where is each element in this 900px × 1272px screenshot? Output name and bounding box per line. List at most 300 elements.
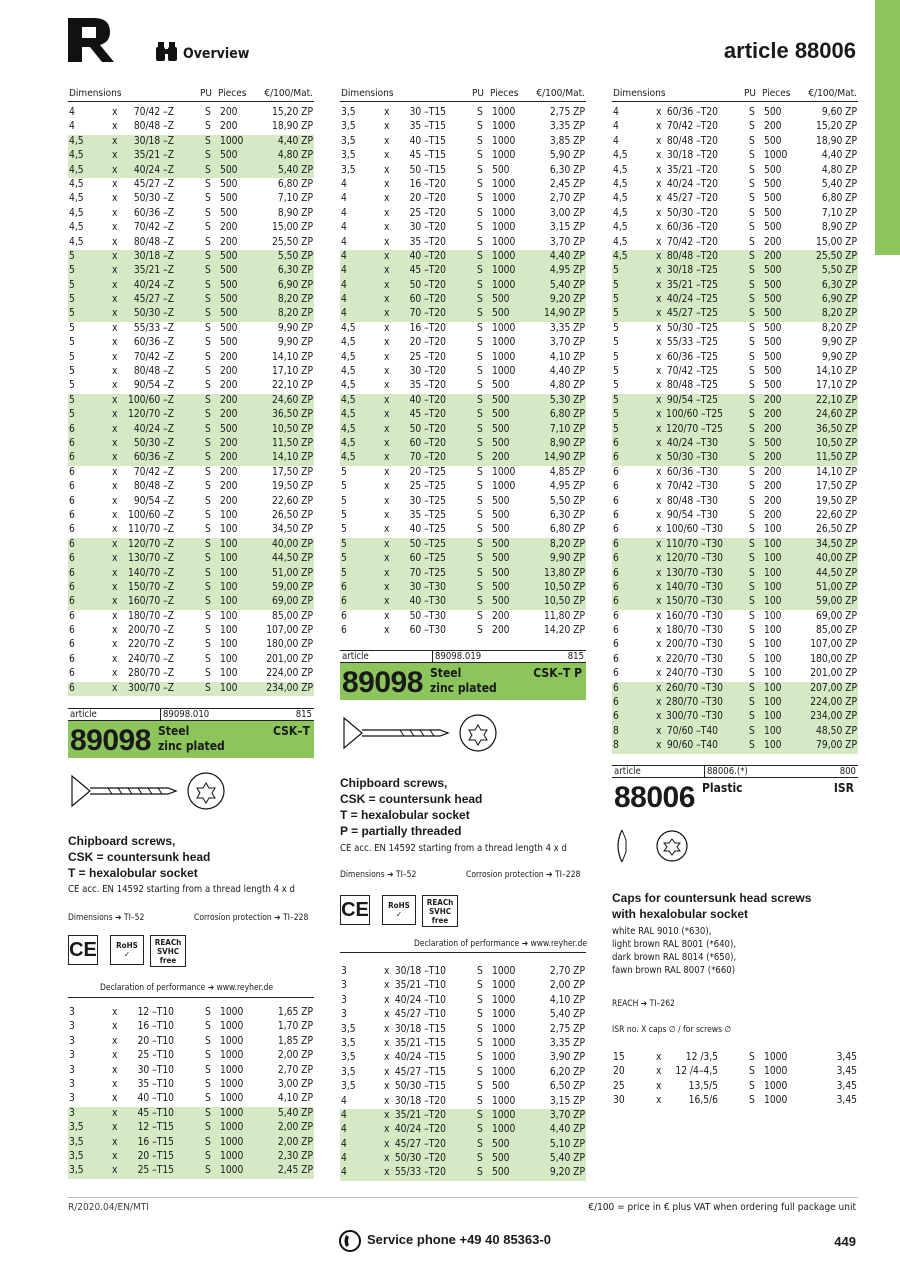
dim-diameter: 4 bbox=[341, 279, 347, 291]
dim-diameter: 6 bbox=[69, 625, 75, 637]
table-row bbox=[340, 480, 586, 494]
price-cell: 5,40 ZP bbox=[549, 1009, 585, 1021]
dim-length: 70/42 –T25 bbox=[666, 366, 718, 378]
table-row bbox=[612, 394, 858, 408]
dim-length: 60 –T20 bbox=[409, 294, 446, 306]
pu-cell: S bbox=[205, 1021, 211, 1033]
price-cell: 25,50 ZP bbox=[272, 236, 313, 248]
table-row bbox=[68, 307, 314, 321]
dim-x: x bbox=[112, 481, 118, 493]
pieces-cell: 500 bbox=[492, 509, 510, 521]
service-phone[interactable]: Service phone +49 40 85363-0 bbox=[367, 1232, 551, 1247]
dim-diameter: 4 bbox=[341, 193, 347, 205]
price-cell: 107,00 ZP bbox=[266, 625, 313, 637]
dim-diameter: 5 bbox=[613, 423, 619, 435]
table-row bbox=[612, 207, 858, 221]
table-row bbox=[340, 495, 586, 509]
pieces-cell: 200 bbox=[764, 452, 782, 464]
price-cell: 3,70 ZP bbox=[549, 337, 585, 349]
product-description: Chipboard screws, CSK = countersunk head T = hexalobular socket bbox=[68, 834, 211, 880]
dim-length: 60/36 –Z bbox=[133, 207, 174, 219]
table-row bbox=[340, 236, 586, 250]
dim-x: x bbox=[112, 423, 118, 435]
table-row bbox=[68, 135, 314, 149]
table-row bbox=[612, 710, 858, 724]
dim-x: x bbox=[384, 1066, 390, 1078]
pieces-cell: 1000 bbox=[492, 193, 516, 205]
dim-x: x bbox=[384, 1124, 390, 1136]
price-cell: 2,45 ZP bbox=[549, 178, 585, 190]
dim-length: 50/30 –T30 bbox=[666, 452, 718, 464]
dim-length: 220/70 –T30 bbox=[666, 653, 723, 665]
pu-cell: S bbox=[749, 207, 755, 219]
dim-length: 35/21 –T20 bbox=[666, 164, 718, 176]
dim-x: x bbox=[384, 538, 390, 550]
dim-length: 70/42 –Z bbox=[133, 222, 174, 234]
pieces-cell: 500 bbox=[220, 250, 238, 262]
dim-x: x bbox=[384, 423, 390, 435]
table-row bbox=[612, 538, 858, 552]
table-row bbox=[612, 120, 858, 134]
dim-length: 160/70 –Z bbox=[127, 596, 174, 608]
table-row bbox=[612, 106, 858, 120]
pu-cell: S bbox=[477, 994, 483, 1006]
dim-diameter: 5 bbox=[69, 279, 75, 291]
dim-diameter: 5 bbox=[69, 322, 75, 334]
price-cell: 224,00 ZP bbox=[266, 668, 313, 680]
corrosion-link[interactable]: Corrosion protection ➔ TI–228 bbox=[194, 913, 309, 923]
dim-x: x bbox=[112, 452, 118, 464]
price-cell: 3,00 ZP bbox=[549, 207, 585, 219]
dim-x: x bbox=[656, 495, 662, 507]
price-cell: 5,50 ZP bbox=[821, 265, 857, 277]
pu-cell: S bbox=[477, 509, 483, 521]
pieces-cell: 1000 bbox=[492, 481, 516, 493]
dim-x: x bbox=[656, 193, 662, 205]
dim-diameter: 3 bbox=[69, 1078, 75, 1090]
price-cell: 44,50 ZP bbox=[272, 553, 313, 565]
pu-cell: S bbox=[749, 725, 755, 737]
dim-x: x bbox=[384, 1095, 390, 1107]
price-cell: 9,20 ZP bbox=[549, 294, 585, 306]
dim-length: 280/70 –T30 bbox=[666, 697, 723, 709]
pieces-cell: 500 bbox=[492, 1167, 510, 1179]
pu-cell: S bbox=[205, 308, 211, 320]
pu-cell: S bbox=[477, 265, 483, 277]
price-cell: 17,10 ZP bbox=[816, 380, 857, 392]
pieces-cell: 1000 bbox=[492, 366, 516, 378]
dim-x: x bbox=[656, 322, 662, 334]
pu-cell: S bbox=[205, 509, 211, 521]
pieces-cell: 1000 bbox=[492, 1037, 516, 1049]
table-row bbox=[68, 365, 314, 379]
pieces-cell: 1000 bbox=[220, 1122, 244, 1134]
dim-diameter: 6 bbox=[613, 524, 619, 536]
price-cell: 3,15 ZP bbox=[549, 1095, 585, 1107]
dim-diameter: 6 bbox=[613, 596, 619, 608]
table-row bbox=[612, 307, 858, 321]
table-row bbox=[612, 279, 858, 293]
dim-x: x bbox=[656, 697, 662, 709]
pu-cell: S bbox=[749, 380, 755, 392]
table-row bbox=[612, 523, 858, 537]
dim-diameter: 6 bbox=[613, 610, 619, 622]
dim-length: 90/60 –T40 bbox=[666, 740, 718, 752]
pieces-cell: 500 bbox=[220, 308, 238, 320]
dim-length: 90/54 –T30 bbox=[666, 509, 718, 521]
dim-x: x bbox=[656, 481, 662, 493]
dim-x: x bbox=[384, 581, 390, 593]
pu-cell: S bbox=[477, 966, 483, 977]
dim-x: x bbox=[384, 1153, 390, 1165]
table-row bbox=[612, 250, 858, 264]
price-cell: 9,20 ZP bbox=[549, 1167, 585, 1179]
dim-x: x bbox=[656, 509, 662, 521]
dim-x: x bbox=[384, 1167, 390, 1179]
dimensions-link[interactable]: Dimensions ➔ TI–52 bbox=[68, 913, 145, 923]
pu-cell: S bbox=[205, 668, 211, 680]
table-row bbox=[612, 480, 858, 494]
dim-x: x bbox=[656, 135, 662, 147]
pu-cell: S bbox=[749, 697, 755, 709]
pieces-cell: 200 bbox=[492, 610, 510, 622]
pieces-cell: 1000 bbox=[492, 222, 516, 234]
pu-cell: S bbox=[749, 351, 755, 363]
price-cell: 14,10 ZP bbox=[272, 351, 313, 363]
pu-cell: S bbox=[205, 1078, 211, 1090]
pieces-cell: 100 bbox=[220, 610, 238, 622]
dim-length: 50 –T30 bbox=[409, 610, 446, 622]
pu-cell: S bbox=[205, 437, 211, 449]
price-cell: 40,00 ZP bbox=[816, 553, 857, 565]
pieces-cell: 100 bbox=[764, 596, 782, 608]
declaration-link[interactable]: Declaration of performance ➔ www.reyher.de bbox=[414, 939, 588, 949]
price-cell: 1,65 ZP bbox=[277, 1007, 313, 1018]
price-cell: 8,20 ZP bbox=[549, 538, 585, 550]
table-row bbox=[68, 653, 314, 667]
table-row bbox=[68, 451, 314, 465]
dim-diameter: 5 bbox=[69, 394, 75, 406]
dim-length: 12 /3,5 bbox=[685, 1052, 718, 1063]
dim-diameter: 3,5 bbox=[341, 121, 356, 133]
dim-x: x bbox=[112, 294, 118, 306]
table-row bbox=[340, 1023, 586, 1037]
pu-cell: S bbox=[477, 423, 483, 435]
dim-x: x bbox=[384, 509, 390, 521]
pu-cell: S bbox=[205, 236, 211, 248]
dim-diameter: 6 bbox=[613, 682, 619, 694]
table-row bbox=[68, 279, 314, 293]
dim-length: 50/30 –Z bbox=[133, 193, 174, 205]
pieces-cell: 1000 bbox=[492, 322, 516, 334]
dim-x: x bbox=[112, 380, 118, 392]
pieces-cell: 500 bbox=[492, 538, 510, 550]
pu-cell: S bbox=[749, 538, 755, 550]
dim-diameter: 6 bbox=[341, 610, 347, 622]
price-cell: 5,50 ZP bbox=[277, 250, 313, 262]
dim-x: x bbox=[112, 625, 118, 637]
table-row bbox=[340, 264, 586, 278]
pu-cell: S bbox=[205, 207, 211, 219]
pu-cell: S bbox=[205, 1093, 211, 1105]
dim-x: x bbox=[384, 1023, 390, 1035]
price-cell: 4,40 ZP bbox=[821, 150, 857, 162]
dim-diameter: 4,5 bbox=[613, 178, 628, 190]
pieces-cell: 500 bbox=[492, 1081, 510, 1093]
price-cell: 2,75 ZP bbox=[549, 1023, 585, 1035]
dim-diameter: 4,5 bbox=[69, 135, 84, 147]
price-cell: 14,20 ZP bbox=[544, 625, 585, 637]
dim-diameter: 4,5 bbox=[69, 236, 84, 248]
dim-length: 35 –T10 bbox=[137, 1078, 174, 1090]
dim-x: x bbox=[112, 538, 118, 550]
dim-x: x bbox=[384, 610, 390, 622]
dim-diameter: 5 bbox=[69, 366, 75, 378]
pu-cell: S bbox=[477, 1153, 483, 1165]
price-cell: 7,10 ZP bbox=[277, 193, 313, 205]
pieces-cell: 500 bbox=[764, 322, 782, 334]
pieces-cell: 100 bbox=[220, 567, 238, 579]
pieces-cell: 500 bbox=[492, 409, 510, 421]
dim-x: x bbox=[384, 294, 390, 306]
dim-diameter: 3 bbox=[69, 1035, 75, 1047]
dim-x: x bbox=[384, 1009, 390, 1021]
declaration-link[interactable]: Declaration of performance ➔ www.reyher.de bbox=[100, 983, 274, 993]
dim-diameter: 4,5 bbox=[69, 222, 84, 234]
table-row bbox=[612, 178, 858, 192]
pieces-cell: 200 bbox=[220, 409, 238, 421]
dim-length: 30 –T25 bbox=[409, 495, 446, 507]
dim-x: x bbox=[112, 308, 118, 320]
price-cell: 3,70 ZP bbox=[549, 1109, 585, 1121]
table-row bbox=[68, 408, 314, 422]
pu-cell: S bbox=[205, 135, 211, 147]
table-row bbox=[68, 1107, 314, 1121]
pieces-cell: 1000 bbox=[492, 1023, 516, 1035]
dim-length: 45 –T15 bbox=[409, 150, 446, 162]
price-cell: 4,85 ZP bbox=[549, 466, 585, 478]
table-row bbox=[340, 394, 586, 408]
dim-x: x bbox=[656, 351, 662, 363]
pu-cell: S bbox=[477, 409, 483, 421]
pu-cell: S bbox=[749, 423, 755, 435]
pu-cell: S bbox=[477, 308, 483, 320]
dim-diameter: 6 bbox=[613, 437, 619, 449]
pieces-cell: 500 bbox=[492, 380, 510, 392]
dim-length: 40/24 –T20 bbox=[666, 178, 718, 190]
pieces-cell: 500 bbox=[492, 437, 510, 449]
reach-badge: REACh SVHC free bbox=[150, 935, 186, 967]
pu-cell: S bbox=[205, 682, 211, 694]
dim-diameter: 6 bbox=[69, 437, 75, 449]
table-row bbox=[68, 394, 314, 408]
price-cell: 4,10 ZP bbox=[277, 1093, 313, 1105]
dim-diameter: 5 bbox=[341, 567, 347, 579]
pu-cell: S bbox=[477, 207, 483, 219]
pieces-cell: 100 bbox=[764, 524, 782, 536]
dim-length: 80/48 –T20 bbox=[666, 250, 718, 262]
dim-length: 120/70 –T25 bbox=[666, 423, 723, 435]
pieces-cell: 500 bbox=[492, 308, 510, 320]
phone-icon bbox=[338, 1229, 362, 1253]
dim-diameter: 4,5 bbox=[613, 207, 628, 219]
pu-cell: S bbox=[477, 1124, 483, 1136]
price-cell: 14,90 ZP bbox=[544, 308, 585, 320]
dim-diameter: 4 bbox=[613, 135, 619, 147]
dim-diameter: 4,5 bbox=[613, 236, 628, 248]
table-row bbox=[340, 979, 586, 993]
price-cell: 4,95 ZP bbox=[549, 265, 585, 277]
pu-cell: S bbox=[477, 250, 483, 262]
dim-x: x bbox=[656, 553, 662, 565]
price-cell: 3,45 bbox=[836, 1052, 857, 1063]
dim-diameter: 4 bbox=[341, 308, 347, 320]
dim-x: x bbox=[656, 380, 662, 392]
dim-diameter: 20 bbox=[613, 1066, 625, 1078]
dimensions-link[interactable]: Dimensions ➔ TI–52 bbox=[340, 870, 417, 880]
pieces-cell: 100 bbox=[764, 668, 782, 680]
dim-diameter: 3,5 bbox=[341, 1037, 356, 1049]
pieces-cell: 1000 bbox=[492, 236, 516, 248]
pu-cell: S bbox=[749, 164, 755, 176]
pu-cell: S bbox=[205, 538, 211, 550]
price-cell: 234,00 ZP bbox=[266, 682, 313, 694]
table-row bbox=[340, 1166, 586, 1180]
pu-cell: S bbox=[477, 596, 483, 608]
corrosion-link[interactable]: Corrosion protection ➔ TI–228 bbox=[466, 870, 581, 880]
pieces-cell: 100 bbox=[220, 625, 238, 637]
dim-length: 35 –T20 bbox=[409, 380, 446, 392]
dim-diameter: 6 bbox=[613, 509, 619, 521]
dim-length: 40 –T10 bbox=[137, 1093, 174, 1105]
price-cell: 2,75 ZP bbox=[549, 107, 585, 118]
dim-diameter: 4 bbox=[341, 1095, 347, 1107]
dim-diameter: 3,5 bbox=[341, 1066, 356, 1078]
pu-cell: S bbox=[749, 711, 755, 723]
dim-diameter: 6 bbox=[69, 538, 75, 550]
price-cell: 6,30 ZP bbox=[549, 164, 585, 176]
dim-x: x bbox=[112, 668, 118, 680]
dim-x: x bbox=[112, 351, 118, 363]
dim-length: 35 –T25 bbox=[409, 509, 446, 521]
dim-x: x bbox=[656, 150, 662, 162]
dim-x: x bbox=[112, 164, 118, 176]
table-row bbox=[68, 106, 314, 120]
table-row bbox=[612, 451, 858, 465]
table-row bbox=[68, 336, 314, 350]
dim-diameter: 6 bbox=[613, 639, 619, 651]
pieces-cell: 200 bbox=[220, 481, 238, 493]
dim-diameter: 6 bbox=[613, 567, 619, 579]
pu-cell: S bbox=[749, 308, 755, 320]
dim-diameter: 6 bbox=[69, 423, 75, 435]
dim-x: x bbox=[384, 1138, 390, 1150]
pieces-cell: 1000 bbox=[492, 337, 516, 349]
dim-x: x bbox=[384, 222, 390, 234]
price-cell: 4,40 ZP bbox=[277, 135, 313, 147]
pieces-cell: 200 bbox=[764, 509, 782, 521]
dim-length: 35 –T15 bbox=[409, 121, 446, 133]
page-number: 449 bbox=[834, 1234, 856, 1249]
price-cell: 3,35 ZP bbox=[549, 322, 585, 334]
table-row bbox=[68, 207, 314, 221]
pu-cell: S bbox=[749, 150, 755, 162]
dim-length: 40 –T30 bbox=[409, 596, 446, 608]
dim-length: 50 –T20 bbox=[409, 423, 446, 435]
table-row bbox=[612, 437, 858, 451]
dim-length: 60/36 –T20 bbox=[666, 222, 718, 234]
price-cell: 24,60 ZP bbox=[272, 394, 313, 406]
dim-length: 280/70 –Z bbox=[127, 668, 174, 680]
price-cell: 207,00 ZP bbox=[810, 682, 857, 694]
dim-length: 25 –T20 bbox=[409, 207, 446, 219]
rohs-badge: RoHS ✓ bbox=[110, 935, 144, 965]
dim-length: 70/42 –T20 bbox=[666, 236, 718, 248]
reach-link[interactable]: REACH ➔ TI–262 bbox=[612, 999, 675, 1009]
pieces-cell: 500 bbox=[764, 366, 782, 378]
table-header: Dimensions PU Pieces €/100/Mat. bbox=[612, 82, 858, 102]
price-cell: 1,70 ZP bbox=[277, 1021, 313, 1033]
table-row bbox=[340, 178, 586, 192]
dim-diameter: 5 bbox=[341, 466, 347, 478]
dim-diameter: 3,5 bbox=[69, 1165, 84, 1177]
price-cell: 5,40 ZP bbox=[277, 1107, 313, 1119]
price-cell: 51,00 ZP bbox=[272, 567, 313, 579]
article-block-89098-019: article 89098.019 815 89098 Steel zinc plated CSK–T P bbox=[342, 651, 584, 699]
pieces-cell: 100 bbox=[764, 711, 782, 723]
pu-cell: S bbox=[749, 553, 755, 565]
table-row bbox=[612, 336, 858, 350]
dim-diameter: 5 bbox=[69, 380, 75, 392]
dim-x: x bbox=[384, 250, 390, 262]
price-cell: 6,90 ZP bbox=[277, 279, 313, 291]
pu-cell: S bbox=[205, 553, 211, 565]
overview-link[interactable]: Overview bbox=[183, 46, 250, 62]
dim-diameter: 3 bbox=[69, 1093, 75, 1105]
table-row bbox=[340, 379, 586, 393]
dim-diameter: 5 bbox=[69, 294, 75, 306]
ce-mark-icon: CE bbox=[340, 895, 370, 925]
table-row bbox=[68, 667, 314, 681]
pieces-cell: 100 bbox=[220, 596, 238, 608]
dim-length: 45/27 –Z bbox=[133, 294, 174, 306]
pieces-cell: 1000 bbox=[492, 178, 516, 190]
dim-x: x bbox=[384, 308, 390, 320]
pu-cell: S bbox=[205, 639, 211, 651]
table-row bbox=[68, 466, 314, 480]
pieces-cell: 1000 bbox=[220, 1093, 244, 1105]
pieces-cell: 500 bbox=[764, 337, 782, 349]
dim-length: 30/18 –T20 bbox=[666, 150, 718, 162]
dim-x: x bbox=[656, 1052, 662, 1063]
price-cell: 234,00 ZP bbox=[810, 711, 857, 723]
pieces-cell: 1000 bbox=[492, 1109, 516, 1121]
pieces-cell: 100 bbox=[220, 524, 238, 536]
pu-cell: S bbox=[749, 279, 755, 291]
pieces-cell: 1000 bbox=[764, 150, 788, 162]
pieces-cell: 200 bbox=[220, 495, 238, 507]
pu-cell: S bbox=[477, 1066, 483, 1078]
pieces-cell: 100 bbox=[220, 581, 238, 593]
dim-x: x bbox=[384, 236, 390, 248]
pieces-cell: 500 bbox=[492, 495, 510, 507]
dim-x: x bbox=[384, 164, 390, 176]
pu-cell: S bbox=[205, 1050, 211, 1062]
table-row bbox=[612, 1065, 858, 1079]
price-cell: 25,50 ZP bbox=[816, 250, 857, 262]
dim-diameter: 4 bbox=[341, 1167, 347, 1179]
dim-length: 100/60 –Z bbox=[127, 509, 174, 521]
